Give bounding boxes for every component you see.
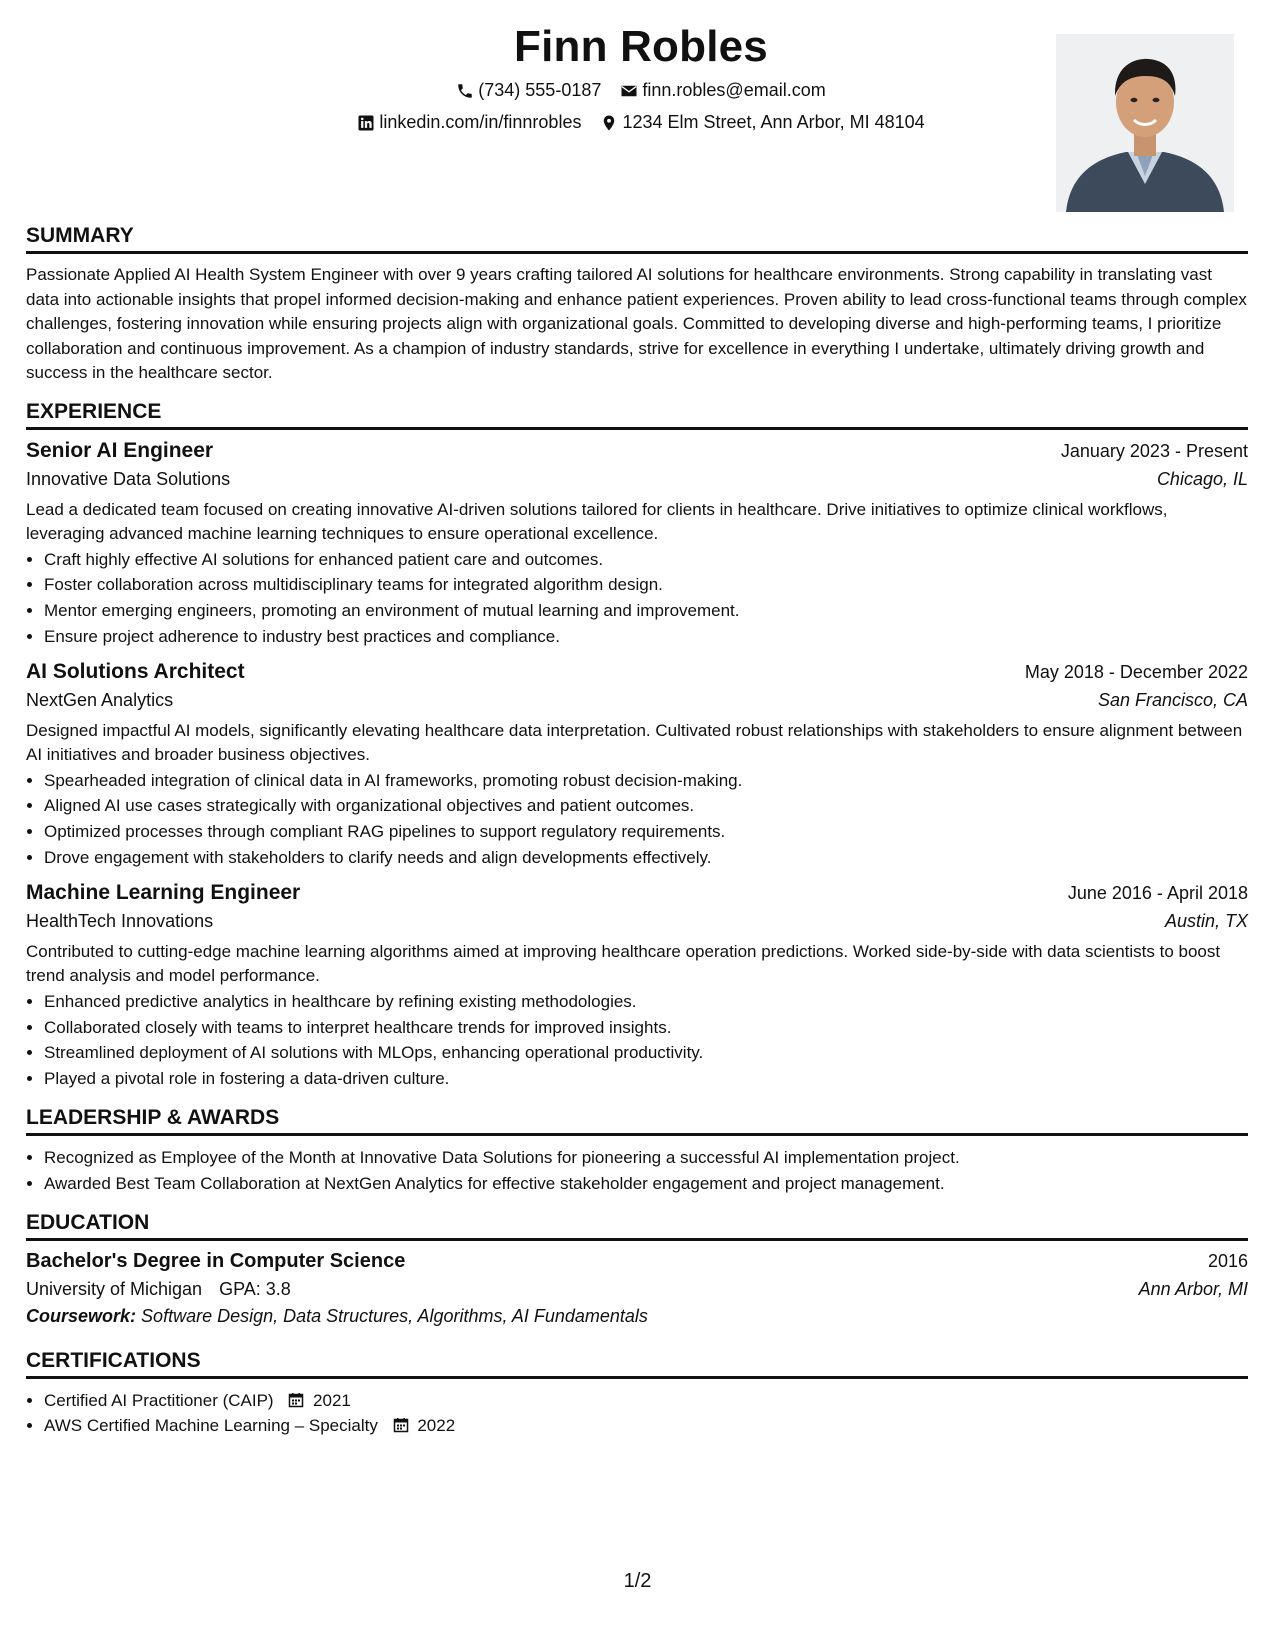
list-item: • Ensure project adherence to industry best practices and compliance. — [44, 624, 1248, 650]
email-address[interactable]: finn.robles@email.com — [642, 80, 826, 100]
education-section — [26, 1211, 1248, 1327]
job-bullets — [26, 547, 1248, 650]
linkedin-contact[interactable] — [357, 112, 581, 133]
company-name: HealthTech Innovations — [26, 910, 214, 931]
cert-year: 2021 — [313, 1390, 351, 1410]
calendar-icon — [288, 1392, 304, 1408]
phone-number: (734) 555-0187 — [478, 80, 602, 100]
address-contact — [600, 112, 924, 133]
cert-year: 2022 — [417, 1416, 456, 1436]
school-info — [26, 1279, 291, 1300]
job-location: San Francisco, CA — [1097, 689, 1248, 710]
phone-contact — [456, 80, 601, 101]
list-item: • Mentor emerging engineers, promoting an environment of mutual learning and improvement. — [44, 598, 1248, 624]
address: 1234 Elm Street, Ann Arbor, MI 48104 — [622, 112, 925, 132]
job-dates: June 2016 - April 2018 — [1067, 882, 1248, 903]
linkedin-url[interactable]: linkedin.com/in/finnrobles — [379, 112, 582, 132]
job-title: AI Solutions Architect — [26, 659, 245, 683]
job-entry — [26, 660, 1248, 871]
company-name: Innovative Data Solutions — [26, 468, 231, 489]
summary-text: Passionate Applied AI Health System Engineer with over 9 years crafting tailored AI solutions for healthcare environments. Strong capability in translating vast data into actionable insights that propel informed decision-making and enhance patient experiences. Proven ability to lead cross-functional teams through complex challenges, fostering innovation while ensuring projects align with organizational goals. Committed to developing diverse and high-performing teams, I prioritize collaboration and continuous improvement. As a champion of industry standards, strive for excellence in everything I undertake, ultimately driving growth and success in the healthcare sector. — [26, 265, 1247, 382]
list-item: • Enhanced predictive analytics in healthcare by refining existing methodologies. — [44, 989, 1248, 1015]
section-title-summary: SUMMARY — [26, 224, 1248, 254]
map-pin-icon — [600, 114, 618, 132]
section-title-certifications: CERTIFICATIONS — [26, 1349, 1248, 1379]
gpa: GPA: 3.8 — [219, 1278, 291, 1299]
list-item: • Streamlined deployment of AI solutions with MLOps, enhancing operational productivity. — [44, 1040, 1248, 1066]
cert-name: AWS Certified Machine Learning – Specialty — [44, 1416, 378, 1436]
job-title: Machine Learning Engineer — [26, 880, 301, 904]
email-contact[interactable] — [620, 80, 825, 101]
list-item: • Foster collaboration across multidisciplinary teams for integrated algorithm design. — [44, 572, 1248, 598]
envelope-icon — [620, 82, 638, 100]
awards-list — [26, 1145, 1248, 1197]
certifications-list — [26, 1388, 1248, 1440]
phone-icon — [456, 82, 474, 100]
section-title-awards: LEADERSHIP & AWARDS — [26, 1106, 1248, 1136]
job-description: Designed impactful AI models, significantly elevating healthcare data interpretation. Cultivated robust relationships with stakeholders to ensure alignment between AI initiatives and broader business objectives. — [26, 720, 1243, 765]
profile-photo — [1056, 34, 1234, 212]
coursework-list: Software Design, Data Structures, Algorithms, AI Fundamentals — [141, 1305, 648, 1326]
coursework — [26, 1306, 1248, 1327]
calendar-icon — [393, 1417, 409, 1433]
job-description: Lead a dedicated team focused on creating innovative AI-driven solutions tailored for clients in healthcare. Drive initiatives to optimize clinical workflows, leveraging advanced machine learning techniques to ensure operational excellence. — [26, 499, 1168, 543]
list-item: • Recognized as Employee of the Month at Innovative Data Solutions for pioneering a successful AI implementation project. — [44, 1145, 1248, 1171]
section-title-experience: EXPERIENCE — [26, 400, 1248, 430]
job-dates: January 2023 - Present — [1060, 440, 1248, 461]
coursework-label: Coursework: — [26, 1305, 137, 1326]
summary-section — [26, 224, 1248, 386]
list-item: • Drove engagement with stakeholders to clarify needs and align developments effectively. — [44, 845, 1248, 871]
job-location: Austin, TX — [1164, 910, 1248, 931]
list-item: • Collaborated closely with teams to interpret healthcare trends for improved insights. — [44, 1015, 1248, 1041]
linkedin-icon — [357, 114, 375, 132]
experience-section — [26, 400, 1248, 1093]
list-item: • Optimized processes through compliant RAG pipelines to support regulatory requirements. — [44, 819, 1248, 845]
list-item — [44, 1388, 1248, 1414]
school-location: Ann Arbor, MI — [1138, 1278, 1248, 1299]
company-name: NextGen Analytics — [26, 689, 174, 710]
candidate-name: Finn Robles — [514, 22, 768, 71]
job-bullets — [26, 989, 1248, 1092]
job-entry — [26, 881, 1248, 1092]
job-dates: May 2018 - December 2022 — [1024, 661, 1248, 682]
job-title: Senior AI Engineer — [26, 438, 214, 462]
resume-page — [26, 0, 1248, 1650]
list-item: • Craft highly effective AI solutions for enhanced patient care and outcomes. — [44, 547, 1248, 573]
certifications-section — [26, 1349, 1248, 1440]
job-description: Contributed to cutting-edge machine learning algorithms aimed at improving healthcare operation predictions. Worked side-by-side with data scientists to boost trend analysis and model performance. — [26, 941, 1221, 986]
job-entry — [26, 439, 1248, 650]
header — [26, 0, 1248, 210]
school-name: University of Michigan — [26, 1278, 203, 1299]
job-location: Chicago, IL — [1156, 468, 1248, 489]
graduation-year: 2016 — [1207, 1250, 1248, 1271]
list-item: • Spearheaded integration of clinical data in AI frameworks, promoting robust decision-making. — [44, 768, 1248, 794]
awards-section — [26, 1106, 1248, 1197]
list-item: • Aligned AI use cases strategically with organizational objectives and patient outcomes. — [44, 793, 1248, 819]
list-item: • Awarded Best Team Collaboration at NextGen Analytics for effective stakeholder engagement and project management. — [44, 1171, 1248, 1197]
list-item — [44, 1413, 1248, 1439]
section-title-education: EDUCATION — [26, 1211, 1248, 1241]
degree-title: Bachelor's Degree in Computer Science — [26, 1249, 406, 1272]
page-number: 1/2 — [623, 1570, 652, 1592]
list-item: • Played a pivotal role in fostering a data-driven culture. — [44, 1066, 1248, 1092]
cert-name: Certified AI Practitioner (CAIP) — [44, 1390, 274, 1410]
job-bullets — [26, 768, 1248, 871]
